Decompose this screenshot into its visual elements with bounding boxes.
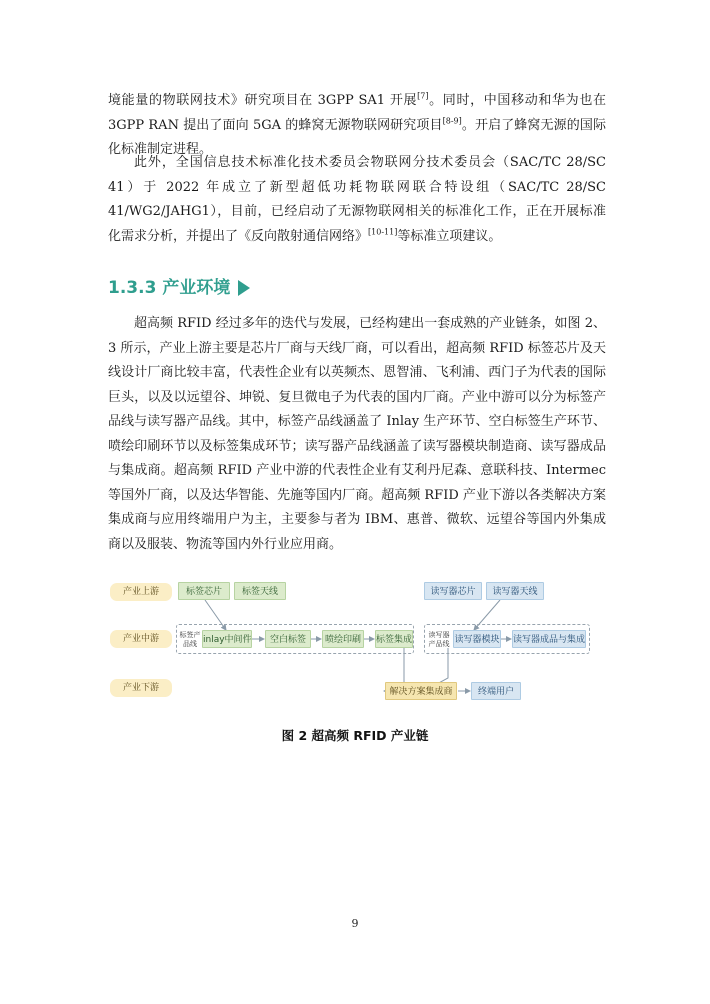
- level-downstream: 产业下游: [110, 679, 172, 697]
- box-tag-integration: 标签集成: [375, 630, 413, 648]
- level-midstream: 产业中游: [110, 630, 172, 648]
- section-heading-text: 1.3.3 产业环境: [108, 278, 231, 298]
- triangle-marker-icon: [238, 280, 250, 296]
- box-reader-chip: 读写器芯片: [424, 582, 482, 600]
- level-upstream: 产业上游: [110, 583, 172, 601]
- paragraph-2: [108, 151, 606, 249]
- reader-line-label: 读写器产品线: [428, 631, 450, 648]
- citation-ref: [8-9]: [442, 116, 462, 126]
- box-reader-antenna: 读写器天线: [486, 582, 544, 600]
- paragraph-text: 此外，全国信息技术标准化技术委员会物联网分技术委员会（SAC/TC 28/SC 41）于 2022 年成立了新型超低功耗物联网联合特设组（SAC/TC 28/SC 41/WG2/JAHG1），目前，已经启动了无源物联网相关的标准化工作，正在开展标准化需求分析，并提出了《反向散射通信网络》: [108, 155, 606, 244]
- citation-ref: [10-11]: [368, 227, 398, 237]
- paragraph-text: 境能量的物联网技术》研究项目在 3GPP SA1 开展: [108, 93, 418, 108]
- box-tag-chip: 标签芯片: [178, 582, 230, 600]
- paragraph-text: 等标准立项建议。: [397, 228, 502, 244]
- box-reader-product: 读写器成品与集成: [512, 630, 586, 648]
- section-heading: [108, 276, 250, 300]
- box-tag-antenna: 标签天线: [234, 582, 286, 600]
- paragraph-3: [108, 312, 606, 557]
- box-printing: 喷绘印刷: [322, 630, 364, 648]
- citation-ref: [7]: [417, 91, 429, 101]
- figure-caption: 图 2 超高频 RFID 产业链: [281, 728, 429, 743]
- tag-line-label: 标签产品线: [179, 631, 201, 648]
- industry-chain-diagram: [108, 578, 606, 708]
- box-blank-tag: 空白标签: [265, 630, 311, 648]
- paragraph-text: 。同时，中国移动和华为也在 3GPP RAN 提出了面向 5GA 的蜂窝无源物联网研究项目: [108, 93, 606, 133]
- box-reader-module: 读写器模块: [453, 630, 501, 648]
- box-end-user: 终端用户: [471, 682, 521, 700]
- paragraph-text: 超高频 RFID 经过多年的迭代与发展，已经构建出一套成熟的产业链条，如图 2、3 所示，产业上游主要是芯片厂商与天线厂商，可以看出，超高频 RFID 标签芯片及天线设计厂商比较丰富，代表性企业有以英频杰、恩智浦、飞利浦、西门子为代表的国际巨头，以及以远望谷、坤锐、复旦微电子为代表的国内厂商。产业中游可以分为标签产品线与读写器产品线。其中，标签产品线涵盖了 Inlay 生产环节、空白标签生产环节、喷绘印刷环节以及标签集成环节；读写器产品线涵盖了读写器模块制造商、读写器成品与集成商。超高频 RFID 产业中游的代表性企业有艾利丹尼森、意联科技、Intermec 等国外厂商，以及达华智能、先施等国内厂商。超高频 RFID 产业下游以各类解决方案集成商与应用终端用户为主，主要参与者为 IBM、惠普、微软、远望谷等国内外集成商以及服装、物流等国内外行业应用商。: [108, 316, 606, 552]
- box-inlay: inlay中间件: [202, 630, 252, 648]
- box-solution-integrator: 解决方案集成商: [385, 682, 457, 700]
- page-number: 9: [351, 917, 359, 930]
- paragraph-text: 。开启了蜂窝无源的国际化标准制定进程。: [108, 117, 606, 157]
